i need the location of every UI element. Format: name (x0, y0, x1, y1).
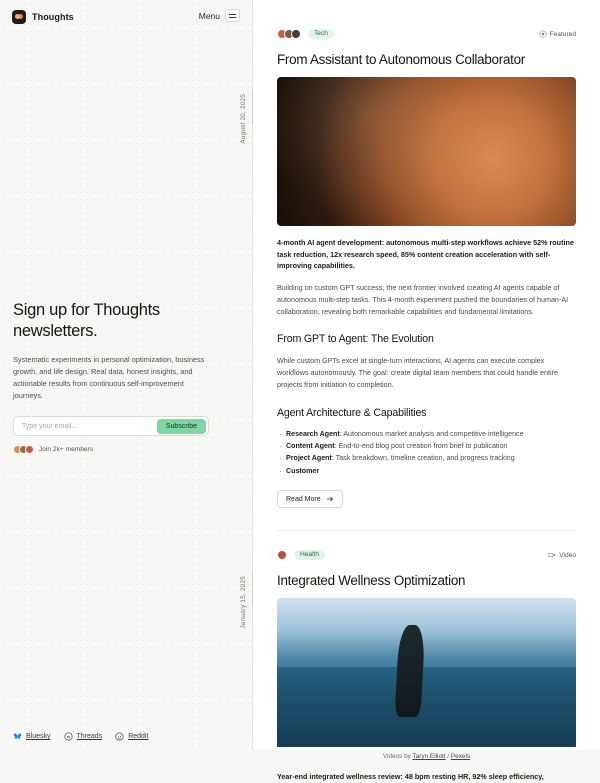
caption-author-link[interactable]: Taryn Elliott (412, 753, 446, 761)
list-item-sep: : (339, 429, 344, 438)
reddit-icon (115, 732, 124, 741)
list-item-term: Content Agent (286, 441, 335, 450)
social-link-threads[interactable] (64, 732, 103, 741)
avatar-group (13, 445, 34, 454)
list-item-text: Autonomous market analysis and competitive intelligence (343, 429, 524, 438)
avatar-group (277, 550, 287, 560)
list-item (277, 428, 576, 440)
list-item-term: Project Agent (286, 454, 332, 463)
list-item (277, 465, 576, 477)
read-more-label: Read More (286, 495, 321, 503)
status-badge (539, 30, 576, 38)
article-feed[interactable] (253, 0, 600, 782)
article-title[interactable]: From Assistant to Autonomous Collaborator (277, 52, 526, 67)
timeline-date: August 20, 2025 (240, 94, 247, 144)
article-card (277, 0, 576, 508)
category-tag[interactable]: Tech (308, 29, 334, 40)
social-label: Bluesky (26, 733, 51, 740)
article-meta (277, 29, 334, 40)
social-label: Threads (76, 733, 103, 740)
caption-prefix: Videos by (382, 753, 411, 761)
caption-source-link[interactable]: Pexels (450, 753, 471, 761)
members-count-label: Join 2k+ members (39, 446, 94, 454)
article-meta (277, 550, 325, 561)
arrow-right-icon (326, 495, 334, 503)
list-item (277, 440, 576, 452)
category-tag[interactable]: Health (294, 550, 325, 561)
menu-label: Menu (198, 10, 220, 21)
article-section-body: While custom GPTs excel at single-turn interactions, AI agents can execute complex workflows autonomously. The goal: create digital team members that could handle entire projects from initiation to completion. (277, 356, 558, 390)
article-title[interactable]: Integrated Wellness Optimization (277, 573, 466, 589)
timeline-date: January 15, 2025 (240, 576, 247, 629)
hamburger-icon[interactable] (225, 9, 240, 22)
article-section-heading: Agent Architecture & Capabilities (277, 406, 427, 419)
social-link-bluesky[interactable] (13, 732, 51, 741)
list-item-text: Task breakdown, timeline creation, and progress tracking (335, 454, 515, 463)
article-header (277, 27, 576, 41)
article-section-heading: From GPT to Agent: The Evolution (277, 333, 434, 346)
menu-toggle[interactable] (199, 9, 240, 22)
social-links (13, 732, 148, 741)
left-panel (0, 0, 252, 750)
read-more-button[interactable] (277, 490, 343, 508)
article-body: Building on custom GPT success, the next frontier involved creating AI agents capable of autonomous multi-step tasks. This 4-month experiment pushed the boundaries of human-AI collaboration, revealing both remarkable capabilities and fundamental limitations. (277, 282, 569, 317)
article-summary: Year-end integrated wellness review: 48 bpm resting HR, 92% sleep efficiency, (277, 772, 544, 782)
signup-form (13, 416, 209, 436)
article-summary: 4-month AI agent development: autonomous multi-step workflows achieve 52% routine task reduction, 12x research speed, 85% content creation acceleration with self-improving capabilities. (277, 238, 574, 271)
bluesky-icon (13, 732, 22, 741)
article-hero-image (277, 598, 576, 747)
list-item-text: End-to-end blog post creation from brief to publication (338, 441, 508, 450)
list-item-sep: : (331, 454, 336, 463)
article-hero-image (277, 77, 576, 226)
avatar-group (277, 29, 301, 39)
article-card (277, 531, 576, 783)
caption-separator: / (447, 753, 450, 761)
signup-heading: Sign up for Thoughts newsletters. (13, 301, 160, 341)
status-badge (548, 551, 576, 559)
email-input[interactable] (14, 423, 157, 430)
video-icon (548, 551, 556, 559)
capability-list (277, 428, 576, 478)
subscribe-button[interactable]: Subscribe (157, 419, 206, 434)
avatar (25, 445, 34, 454)
avatar (291, 29, 301, 39)
list-item-term: Research Agent (286, 429, 340, 438)
brand[interactable] (12, 10, 74, 24)
image-caption (277, 753, 576, 760)
members-row (13, 445, 225, 454)
signup-description: Systematic experiments in personal optimization, business growth, and life design. Real data, honest insights, and actionable results from continuous self-improvement journeys. (13, 355, 205, 401)
social-link-reddit[interactable] (115, 732, 148, 741)
list-item-sep: : (334, 441, 339, 450)
list-item (277, 452, 576, 464)
threads-icon (64, 732, 73, 741)
avatar (277, 550, 287, 560)
badge-label: Featured (549, 30, 576, 38)
article-header (277, 548, 576, 562)
list-item-term: Customer (286, 466, 320, 475)
brand-name: Thoughts (32, 12, 74, 22)
thoughts-logo-icon (12, 10, 26, 24)
social-label: Reddit (128, 733, 149, 740)
star-icon (539, 30, 547, 38)
badge-label: Video (559, 551, 576, 559)
newsletter-signup (13, 300, 225, 454)
